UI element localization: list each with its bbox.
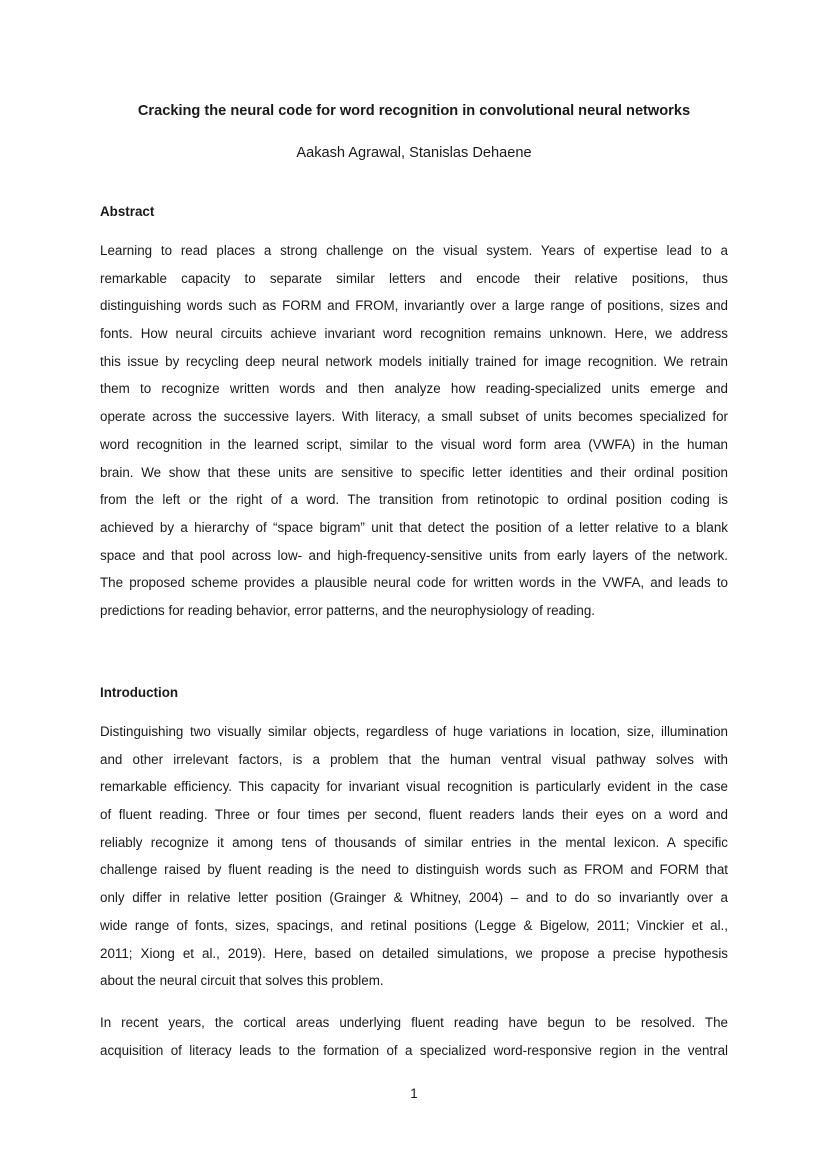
intro-line: Distinguishing two visually similar objects, regardless of huge variations in location, size, illumination <box>100 724 728 739</box>
abstract-line: from the left or the right of a word. The transition from retinotopic to ordinal position coding is <box>100 492 728 508</box>
intro-line: In recent years, the cortical areas underlying fluent reading have begun to be resolved. The <box>100 1015 728 1030</box>
abstract-line: them to recognize written words and then analyze how reading-specialized units emerge and <box>100 381 728 397</box>
abstract-line: operate across the successive layers. With literacy, a small subset of units becomes specialized for <box>100 409 728 425</box>
abstract-line: Learning to read places a strong challenge on the visual system. Years of expertise lead to a <box>100 243 728 258</box>
abstract-paragraph <box>100 237 728 625</box>
abstract-line: distinguishing words such as FORM and FROM, invariantly over a large range of positions, sizes and <box>100 298 728 314</box>
abstract-line: remarkable capacity to separate similar letters and encode their relative positions, thus <box>100 270 728 286</box>
abstract-heading: Abstract <box>100 204 155 219</box>
intro-line: challenge raised by fluent reading is the need to distinguish words such as FROM and FORM that <box>100 862 728 878</box>
abstract-line: achieved by a hierarchy of “space bigram” unit that detect the position of a letter relative to a blank <box>100 519 728 535</box>
abstract-line: predictions for reading behavior, error patterns, and the neurophysiology of reading. <box>100 602 596 618</box>
intro-line: remarkable efficiency. This capacity for invariant visual recognition is particularly evident in the case <box>100 779 728 795</box>
abstract-line: word recognition in the learned script, similar to the visual word form area (VWFA) in the human <box>100 436 728 452</box>
introduction-heading: Introduction <box>100 685 179 700</box>
abstract-line: fonts. How neural circuits achieve invariant word recognition remains unknown. Here, we address <box>100 326 728 342</box>
intro-line: 2011; Xiong et al., 2019). Here, based on detailed simulations, we propose a precise hypothesis <box>100 945 728 961</box>
intro-line: of fluent reading. Three or four times per second, fluent readers lands their eyes on a word and <box>100 807 728 823</box>
abstract-line: The proposed scheme provides a plausible neural code for written words in the VWFA, and leads to <box>100 575 728 591</box>
intro-line: acquisition of literacy leads to the formation of a specialized word-responsive region in the ventral <box>100 1042 728 1058</box>
introduction-paragraph-2 <box>100 1009 728 1064</box>
intro-line: wide range of fonts, sizes, spacings, and retinal positions (Legge & Bigelow, 2011; Vinckier et al., <box>100 917 728 933</box>
introduction-paragraph-1 <box>100 718 728 995</box>
intro-line: only differ in relative letter position (Grainger & Whitney, 2004) – and to do so invariantly over a <box>100 890 728 906</box>
abstract-line: this issue by recycling deep neural network models initially trained for image recognition. We retrain <box>100 353 728 369</box>
page-number: 1 <box>410 1086 418 1101</box>
intro-line: and other irrelevant factors, is a problem that the human ventral visual pathway solves with <box>100 751 728 767</box>
abstract-line: space and that pool across low- and high-frequency-sensitive units from early layers of the network. <box>100 547 728 563</box>
intro-line: reliably recognize it among tens of thousands of similar entries in the mental lexicon. A specific <box>100 834 728 850</box>
paper-title: Cracking the neural code for word recognition in convolutional neural networks <box>137 103 691 119</box>
intro-line: about the neural circuit that solves this problem. <box>100 973 384 989</box>
abstract-line: brain. We show that these units are sensitive to specific letter identities and their ordinal position <box>100 464 728 480</box>
paper-authors: Aakash Agrawal, Stanislas Dehaene <box>296 145 532 161</box>
